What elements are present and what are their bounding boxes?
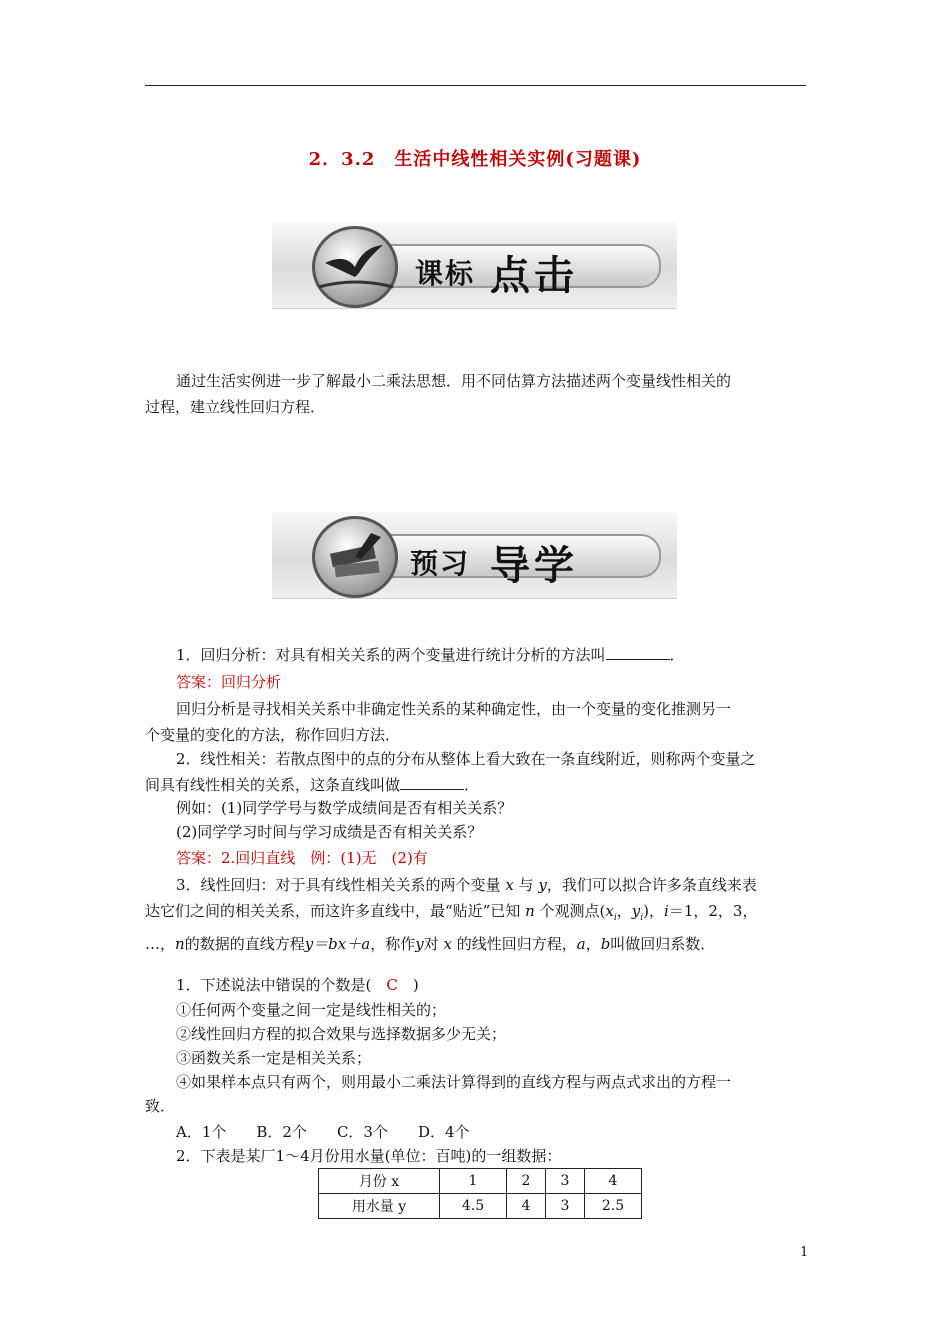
q1-explanation: 回归分析是寻找相关关系中非确定性关系的某种确定性，由一个变量的变化推测另一 个变量的变化的方法，称作回归方法． — [145, 700, 732, 744]
banner-label-small: 课标 — [415, 257, 476, 290]
water-usage-table — [318, 1168, 642, 1219]
q2-stem: 2．线性相关：若散点图中的点的分布从整体上看大致在一条直线附近，则称两个变量之 间具有线性相关的关系，这条直线叫做 ． — [145, 750, 756, 794]
banner-label-big: 导学 — [490, 542, 578, 589]
ex1-options: A．1个 B．2个 C．3个 D．4个 — [176, 1123, 470, 1141]
section-banner-preview — [272, 512, 677, 598]
banner-label-big: 点击 — [490, 252, 578, 299]
q3-stem: 3．线性回归：对于具有线性相关关系的两个变量 x 与 y，我们可以拟合许多条直线来表 达它们之间的相关关系，而这许多直线中，最“贴近”已知 n 个观测点($x_i$，$y_i$)，i＝1，2，3， …，n的数据的直线方程y＝bx＋a，称作y对 x 的线性回归方程，a，b叫做回归系数． — [145, 876, 758, 953]
section-banner-objectives — [272, 222, 677, 308]
q2-example-1: 例如：(1)同学学号与数学成绩间是否有相关关系？ — [176, 799, 513, 817]
table-row: 月份 x 1 2 3 4 — [319, 1169, 642, 1194]
banner-label-small: 预习 — [410, 547, 471, 580]
q2-answer: 答案：2.回归直线 例：(1)无 (2)有 — [176, 849, 428, 867]
q1-stem: 1．回归分析：对具有相关关系的两个变量进行统计分析的方法叫 ． — [176, 646, 685, 664]
bird-emblem-icon — [312, 226, 398, 308]
ex1-stem: 1．下述说法中错误的个数是( C ) — [176, 976, 419, 994]
q2-example-2: (2)同学学习时间与学习成绩是否有相关关系？ — [176, 823, 483, 841]
ex1-statement-1: ①任何两个变量之间一定是线性相关的； — [176, 1001, 447, 1019]
intro-paragraph: 通过生活实例进一步了解最小二乘法思想．用不同估算方法描述两个变量线性相关的 过程，建立线性回归方程． — [145, 372, 732, 416]
books-emblem-icon — [312, 516, 398, 598]
table-row: 用水量 y 4.5 4 3 2.5 — [319, 1194, 642, 1219]
header-rule — [145, 85, 806, 86]
page-number: 1 — [800, 1245, 809, 1260]
ex1-statement-2: ②线性回归方程的拟合效果与选择数据多少无关； — [176, 1025, 507, 1043]
ex1-statement-4: ④如果样本点只有两个，则用最小二乘法计算得到的直线方程与两点式求出的方程一 致． — [145, 1073, 732, 1115]
ex2-stem: 2．下表是某厂1～4月份用水量(单位：百吨)的一组数据： — [176, 1147, 562, 1165]
ex1-answer: C — [386, 976, 398, 994]
q1-answer: 答案：回归分析 — [176, 673, 282, 691]
page-title: 2．3.2 生活中线性相关实例(习题课) — [308, 149, 642, 170]
ex1-statement-3: ③函数关系一定是相关关系； — [176, 1049, 372, 1067]
